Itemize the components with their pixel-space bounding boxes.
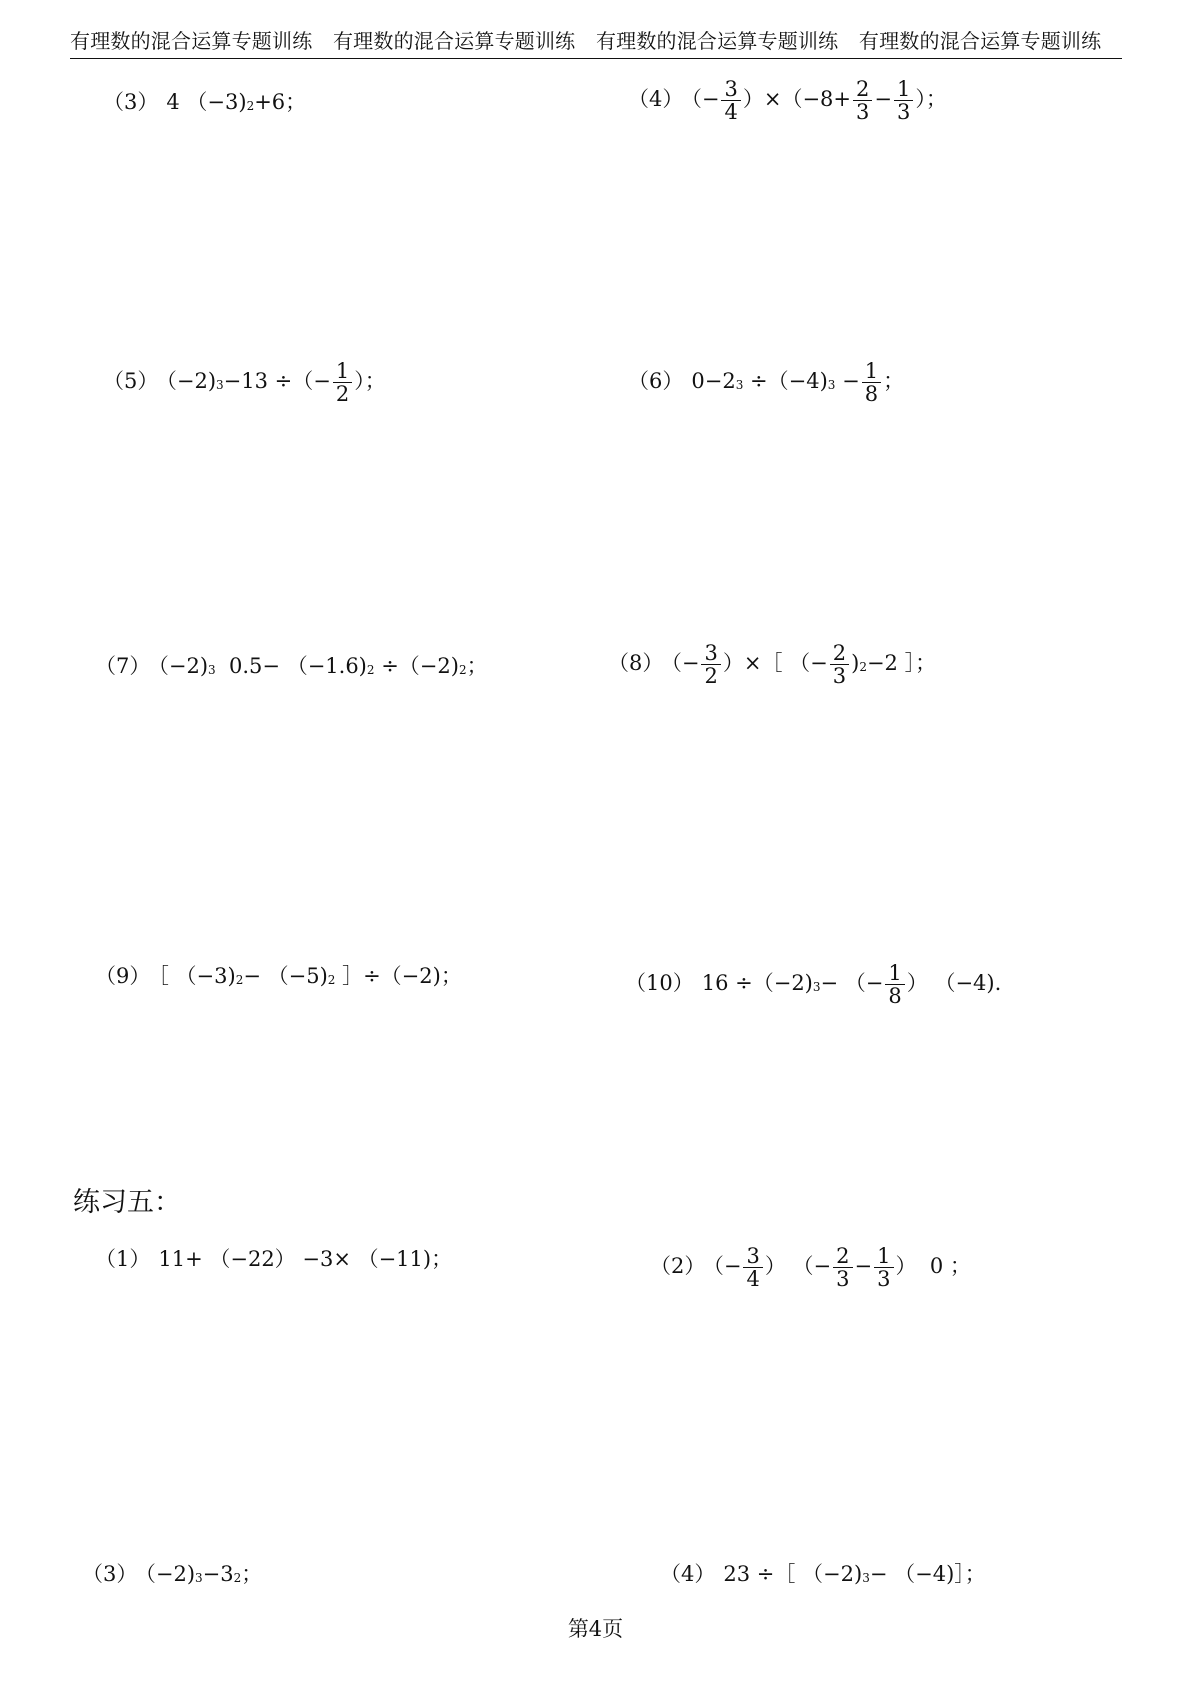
problem-number: （8） bbox=[608, 651, 664, 675]
expr-text: ÷（−4) bbox=[743, 369, 828, 393]
fraction bbox=[894, 78, 913, 123]
problem-number: （1） bbox=[95, 1247, 151, 1271]
problem-number: （7） bbox=[95, 654, 151, 678]
exponent: 2 bbox=[235, 973, 244, 987]
problem-number: （2） bbox=[650, 1254, 706, 1278]
expr-text: （−2) bbox=[166, 369, 217, 393]
section-title: 练习五： bbox=[73, 1187, 181, 1218]
problem-9 bbox=[95, 962, 462, 994]
exponent: 3 bbox=[735, 378, 744, 392]
expr-text: 23 ÷［ （−2) bbox=[723, 1562, 863, 1586]
expr-text: ÷（−2) bbox=[374, 654, 459, 678]
expr-text: ］÷（−2)； bbox=[335, 964, 462, 988]
problem-number: （4） bbox=[628, 87, 684, 111]
expr-text: − bbox=[874, 87, 892, 111]
expr-text: ） （− bbox=[764, 1254, 832, 1278]
numerator: 3 bbox=[701, 642, 720, 665]
problem-5 bbox=[103, 360, 386, 405]
header-title: 有理数的混合运算专题训练 bbox=[858, 29, 1102, 53]
numerator: 1 bbox=[894, 78, 913, 101]
expr-text: 11+ （−22） −3× （−11)； bbox=[158, 1247, 453, 1271]
header-title: 有理数的混合运算专题训练 bbox=[595, 29, 839, 53]
exponent: 2 bbox=[859, 660, 867, 674]
expr-text: （− bbox=[713, 1254, 742, 1278]
expr-text: ）×（−8+ bbox=[742, 87, 852, 111]
denominator: 4 bbox=[724, 100, 738, 124]
problem-number: （9） bbox=[95, 964, 151, 988]
problem-number: （5） bbox=[103, 369, 159, 393]
expr-text: ）； bbox=[915, 87, 947, 111]
denominator: 2 bbox=[704, 664, 718, 688]
exercise5-problem-4 bbox=[660, 1560, 986, 1592]
expr-text: ； bbox=[466, 654, 488, 678]
header-title: 有理数的混合运算专题训练 bbox=[70, 29, 313, 53]
expr-text: ） （−4). bbox=[906, 971, 1002, 995]
denominator: 8 bbox=[888, 984, 902, 1008]
problem-7 bbox=[95, 652, 488, 684]
expr-text: − （−4)］； bbox=[869, 1562, 986, 1586]
page-header bbox=[70, 28, 1122, 59]
problem-number: （6） bbox=[628, 369, 684, 393]
exponent: 3 bbox=[195, 1571, 203, 1585]
problem-number: （10） bbox=[625, 971, 694, 995]
expr-text: 4 （−3) bbox=[166, 90, 247, 114]
numerator: 1 bbox=[874, 1245, 893, 1268]
denominator: 2 bbox=[335, 382, 350, 406]
exponent: 2 bbox=[366, 663, 375, 677]
header-title: 有理数的混合运算专题训练 bbox=[332, 29, 576, 53]
fraction bbox=[862, 360, 881, 405]
denominator: 8 bbox=[864, 382, 879, 406]
problem-8 bbox=[608, 642, 936, 687]
denominator: 3 bbox=[856, 100, 870, 124]
exercise5-problem-1 bbox=[95, 1245, 452, 1273]
exponent: 3 bbox=[827, 378, 836, 392]
fraction bbox=[874, 1245, 893, 1290]
denominator: 3 bbox=[832, 664, 847, 688]
denominator: 3 bbox=[836, 1267, 850, 1291]
fraction bbox=[853, 78, 872, 123]
exponent: 3 bbox=[812, 980, 821, 994]
expr-text: （− bbox=[671, 651, 700, 675]
exercise5-problem-2 bbox=[650, 1245, 971, 1290]
expr-text: 0.5− （−1.6) bbox=[215, 654, 367, 678]
denominator: 4 bbox=[746, 1267, 760, 1291]
fraction bbox=[333, 360, 352, 405]
numerator: 3 bbox=[743, 1245, 762, 1268]
fraction bbox=[721, 78, 740, 123]
expr-text: （−2) bbox=[158, 654, 209, 678]
numerator: 1 bbox=[862, 360, 881, 383]
page-number: 第4页 bbox=[567, 1617, 624, 1641]
exponent: 2 bbox=[233, 1571, 242, 1585]
numerator: 2 bbox=[853, 78, 872, 101]
exponent: 3 bbox=[216, 378, 224, 392]
expr-text: 16 ÷（−2) bbox=[701, 971, 813, 995]
problem-3 bbox=[103, 88, 306, 120]
exponent: 3 bbox=[208, 663, 216, 677]
problem-number: （4） bbox=[660, 1562, 716, 1586]
expr-text: ； bbox=[241, 1562, 263, 1586]
exponent: 3 bbox=[862, 1571, 870, 1585]
expr-text: − （− bbox=[820, 971, 884, 995]
problem-6 bbox=[628, 360, 904, 405]
exercise5-problem-3 bbox=[82, 1560, 262, 1592]
expr-text: −2 ］； bbox=[866, 651, 937, 675]
fraction bbox=[885, 962, 904, 1007]
denominator: 3 bbox=[877, 1267, 891, 1291]
expr-text: ) bbox=[851, 651, 860, 675]
problem-4 bbox=[628, 78, 947, 123]
expr-text: ） 0 ； bbox=[895, 1254, 971, 1278]
fraction bbox=[701, 642, 720, 687]
expr-text: −13 ÷（− bbox=[223, 369, 331, 393]
expr-text: ）； bbox=[354, 369, 386, 393]
expr-text: − （−5) bbox=[243, 964, 328, 988]
exponent: 2 bbox=[458, 663, 467, 677]
expr-text: ； bbox=[883, 369, 905, 393]
fraction bbox=[743, 1245, 762, 1290]
fraction bbox=[830, 642, 849, 687]
fraction bbox=[833, 1245, 852, 1290]
problem-10 bbox=[625, 962, 1001, 1007]
expr-text: （−2) bbox=[145, 1562, 196, 1586]
numerator: 1 bbox=[885, 962, 904, 985]
expr-text: −3 bbox=[202, 1562, 234, 1586]
expr-text: − bbox=[835, 369, 860, 393]
numerator: 2 bbox=[833, 1245, 852, 1268]
numerator: 1 bbox=[333, 360, 352, 383]
expr-text: ［ （−3) bbox=[158, 964, 236, 988]
expr-text: +6； bbox=[254, 90, 307, 114]
exponent: 2 bbox=[246, 99, 255, 113]
expr-text: 0−2 bbox=[691, 369, 736, 393]
problem-number: （3） bbox=[103, 90, 159, 114]
denominator: 3 bbox=[897, 100, 911, 124]
exponent: 2 bbox=[327, 973, 336, 987]
expr-text: （− bbox=[691, 87, 720, 111]
problem-number: （3） bbox=[82, 1562, 138, 1586]
expr-text: ）×［ （− bbox=[722, 651, 828, 675]
expr-text: − bbox=[854, 1254, 873, 1278]
numerator: 2 bbox=[830, 642, 849, 665]
numerator: 3 bbox=[721, 78, 740, 101]
